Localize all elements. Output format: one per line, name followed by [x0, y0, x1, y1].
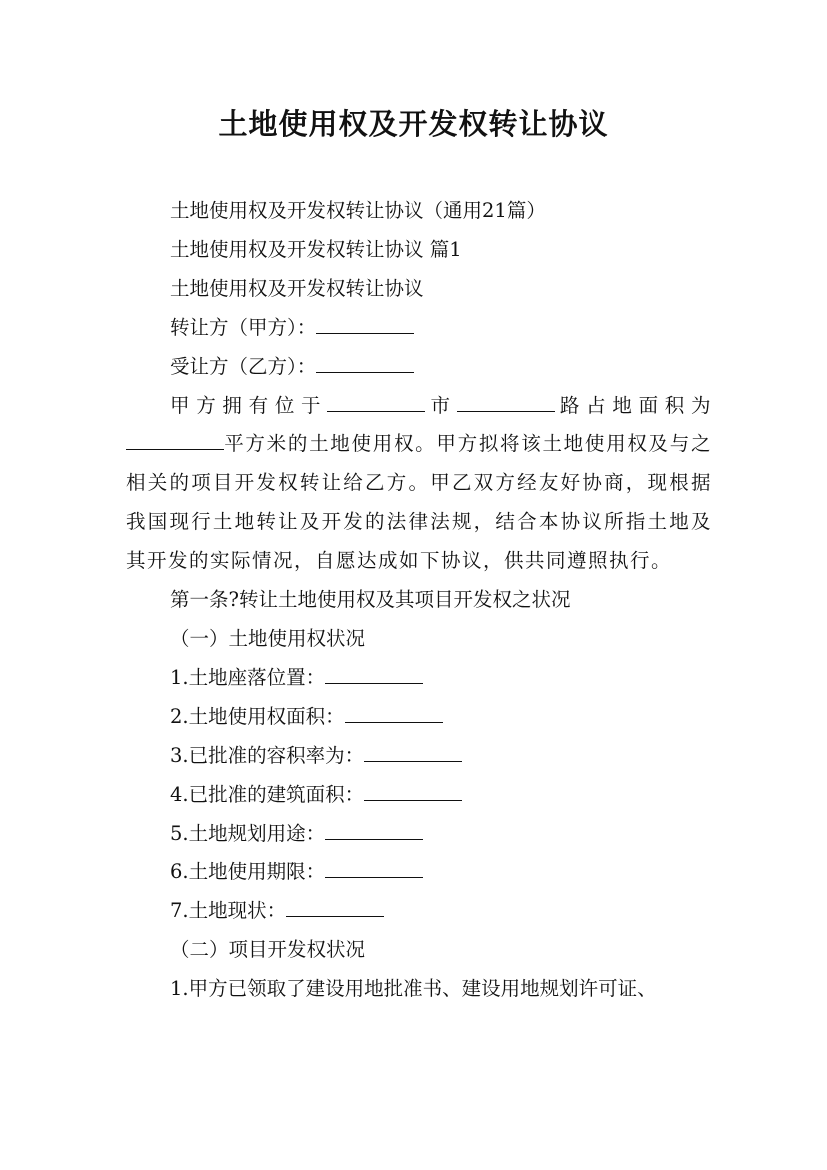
- intro-text-2: 市: [425, 393, 457, 417]
- section-2-title: （二）项目开发权状况: [170, 938, 366, 962]
- transferee-line: [126, 348, 712, 387]
- item-label: 5.土地规划用途：: [170, 821, 326, 845]
- transferee-label: 受让方（乙方）：: [170, 354, 317, 378]
- intro-text-4: 平方米的土地使用权。甲方拟将该土地使用权及与之相关的项目开发权转让给乙方。甲乙双方经友好协商，现根据我国现行土地转让及开发的法律法规，结合本协议所指土地及其开发的实际情况，自愿达成如下协议，供共同遵照执行。: [126, 432, 712, 573]
- item-blank: [325, 855, 423, 878]
- list-item: [126, 776, 712, 815]
- intro-area-blank: [126, 427, 224, 450]
- item-label: 4.已批准的建筑面积：: [170, 782, 365, 806]
- chapter-heading: 土地使用权及开发权转让协议 篇1: [170, 237, 462, 261]
- section-1-title: （一）土地使用权状况: [170, 626, 366, 650]
- item-blank: [364, 778, 462, 801]
- item-blank: [364, 739, 462, 762]
- intro-paragraph: [126, 387, 712, 582]
- list-item: [126, 698, 712, 737]
- item-label: 7.土地现状：: [170, 899, 287, 923]
- list-item: [126, 659, 712, 698]
- agreement-heading: 土地使用权及开发权转让协议: [170, 276, 424, 300]
- item-blank: [286, 894, 384, 917]
- item-blank: [325, 661, 423, 684]
- document-title: 土地使用权及开发权转让协议: [218, 107, 609, 141]
- intro-road-blank: [457, 389, 555, 412]
- list-item: [126, 815, 712, 854]
- item-label: 1.土地座落位置：: [170, 665, 326, 689]
- list-item: [126, 737, 712, 776]
- intro-city-blank: [327, 389, 425, 412]
- intro-text-3: 路占地面积为: [554, 393, 712, 417]
- item-label: 6.土地使用期限：: [170, 860, 326, 884]
- item-label: 3.已批准的容积率为：: [170, 743, 365, 767]
- document-body: [126, 192, 712, 1009]
- subtitle-line: 土地使用权及开发权转让协议（通用21篇）: [170, 199, 546, 222]
- list-item: [126, 892, 712, 931]
- item-blank: [325, 817, 423, 840]
- transferor-blank: [316, 311, 414, 334]
- list-item: [126, 853, 712, 892]
- item-label: 2.土地使用权面积：: [170, 704, 345, 728]
- article-1-title: 第一条?转让土地使用权及其项目开发权之状况: [170, 588, 571, 612]
- transferor-label: 转让方（甲方）：: [170, 315, 317, 339]
- transferee-blank: [316, 350, 414, 373]
- transferor-line: [126, 309, 712, 348]
- item-blank: [345, 700, 443, 723]
- section-2-item-1: 1.甲方已领取了建设用地批准书、建设用地规划许可证、: [170, 977, 657, 1001]
- intro-text-1: 甲方拥有位于: [170, 393, 328, 417]
